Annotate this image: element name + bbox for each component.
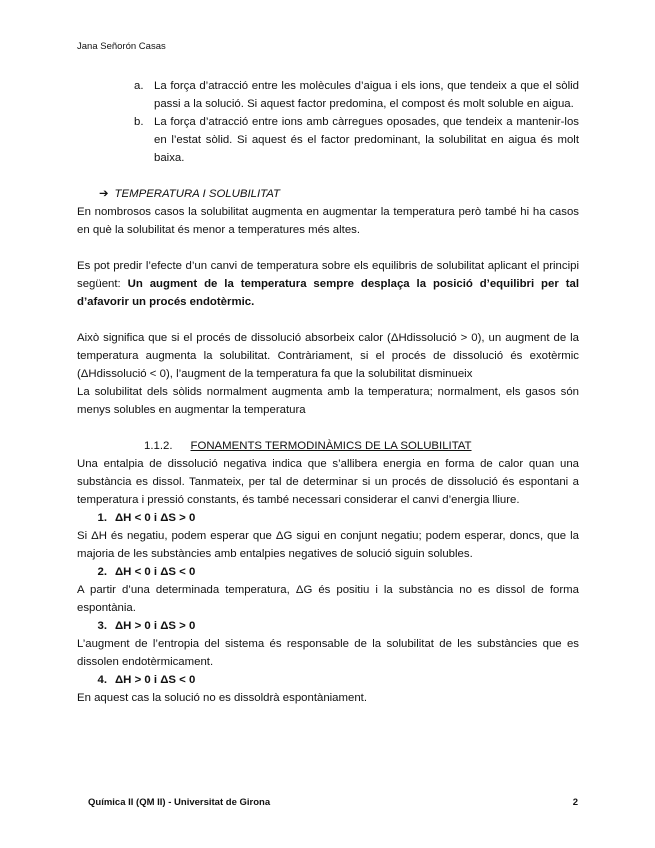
case-text: L’augment de l’entropia del sistema és responsable de la solubilitat de les substàncies que es dissolen endotèrmicament.: [77, 638, 579, 668]
list-item: [77, 77, 579, 113]
list-marker: b.: [134, 116, 144, 128]
subsection-heading: [77, 437, 579, 455]
section-heading-temperature: [77, 185, 579, 203]
page-footer: [88, 794, 578, 812]
list-item-text: La força d’atracció entre ions amb càrregues oposades, que tendeix a mantenir-los en l’estat sòlid. Si aquest és el factor predominant, la solubilitat en aigua és molt baixa.: [154, 116, 579, 164]
case-text: En aquest cas la solució no es dissoldrà espontàniament.: [77, 692, 368, 704]
case-heading: 4. ΔH > 0 i ΔS < 0: [97, 674, 196, 686]
case-heading: 3. ΔH > 0 i ΔS > 0: [97, 620, 196, 632]
subsection-number: 1.1.2.: [144, 440, 173, 452]
page-content: [77, 77, 579, 707]
paragraph: Això significa que si el procés de dissolució absorbeix calor (ΔHdissolució > 0), un augment de la temperatura augmenta la solubilitat. Contràriament, si el procés de dissolució és exotèrmic (ΔHdissolució < 0), l’augment de la temperatura fa que la solubilitat disminueix: [77, 332, 579, 380]
list-marker: a.: [134, 80, 144, 92]
case-text: A partir d’una determinada temperatura, ΔG és positiu i la substància no es dissol de forma espontània.: [77, 584, 579, 614]
subsection-title: FONAMENTS TERMODINÀMICS DE LA SOLUBILITAT: [190, 440, 472, 452]
principle-bold-text: Un augment de la temperatura sempre desplaça la posició d’equilibri per tal d’afavorir un procés endotèrmic.: [77, 278, 579, 308]
case-text: Si ΔH és negatiu, podem esperar que ΔG sigui en conjunt negatiu; podem esperar, doncs, que la majoria de les substàncies amb entalpies negatives de solució siguin solubles.: [77, 530, 579, 560]
section-heading-text: TEMPERATURA I SOLUBILITAT: [114, 188, 280, 200]
paragraph: La solubilitat dels sòlids normalment augmenta amb la temperatura; normalment, els gasos són menys solubles en augmentar la temperatura: [77, 386, 579, 416]
footer-course: Química II (QM II) - Universitat de Girona: [88, 797, 271, 808]
paragraph: Una entalpia de dissolució negativa indica que s’allibera energia en forma de calor quan una substància es dissol. Tanmateix, per tal de determinar si un procés de dissolució és espontani a temperatura i pressió constants, és també necessari considerar el canvi d’energia lliure.: [77, 458, 579, 506]
factor-list: [77, 77, 579, 167]
case-heading: 2. ΔH < 0 i ΔS < 0: [97, 566, 196, 578]
case-heading: 1. ΔH < 0 i ΔS > 0: [97, 512, 196, 524]
paragraph-principle: [77, 257, 579, 311]
arrow-icon: ➔: [99, 188, 109, 200]
list-item: [77, 113, 579, 167]
paragraph: En nombrosos casos la solubilitat augmenta en augmentar la temperatura però també hi ha casos en què la solubilitat és menor a temperatures més altes.: [77, 206, 579, 236]
page-number: 2: [572, 797, 578, 808]
paragraph-text: Es pot predir l’efecte d’un canvi de temperatura sobre els equilibris de solubilitat aplicant el principi següent:: [77, 260, 579, 290]
list-item-text: La força d’atracció entre les molècules d’aigua i els ions, que tendeix a que el sòlid passi a la solució. Si aquest factor predomina, el compost és molt soluble en aigua.: [154, 80, 579, 110]
page-header-author: Jana Señorón Casas: [77, 41, 166, 52]
